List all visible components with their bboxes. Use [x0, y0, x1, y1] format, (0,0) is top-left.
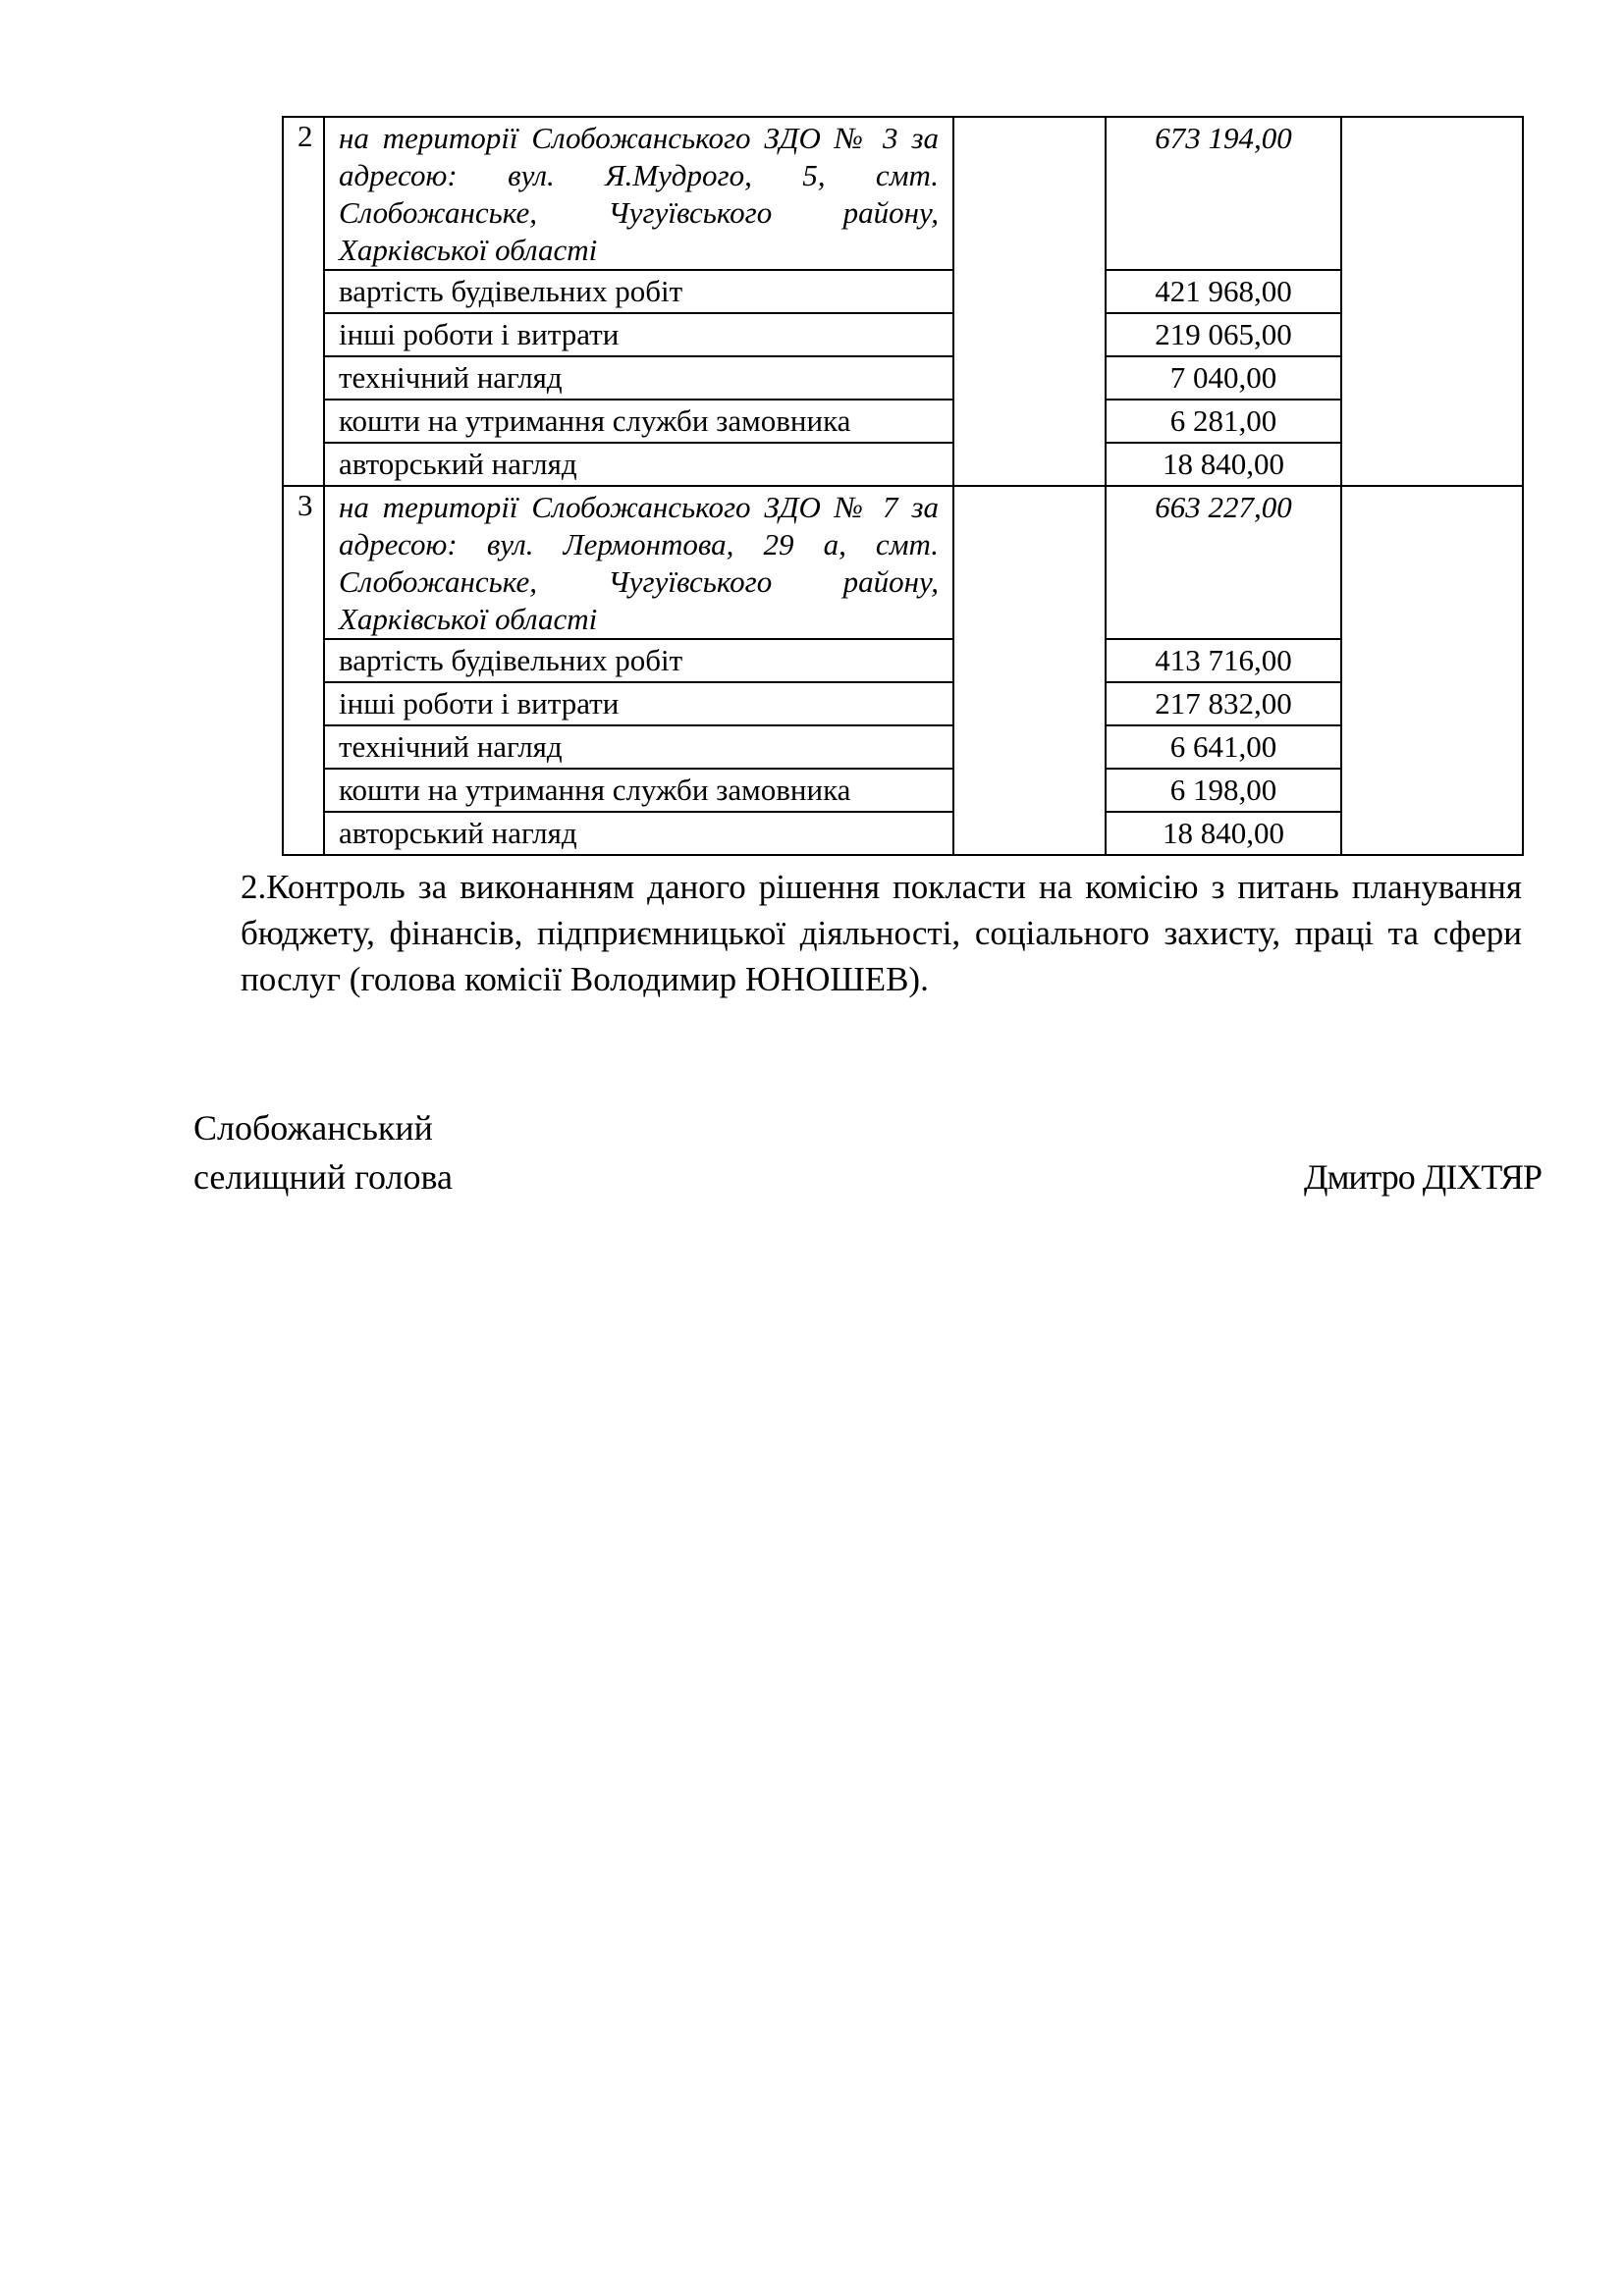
signatory-title	[193, 1103, 453, 1201]
item-value: 6 198,00	[1106, 769, 1341, 812]
item-label: кошти на утримання служби замовника	[324, 769, 953, 812]
control-paragraph: 2.Контроль за виконанням даного рішення покласти на комісію з питань планування бюджету, фінансів, підприємницької діяльності, соціального захисту, праці та сфери послуг (голова комісії Володимир ЮНОШЕВ).	[241, 868, 1522, 998]
table-group-heading	[283, 117, 1523, 270]
signatory-title-line: Слобожанський	[193, 1108, 433, 1148]
table-row	[283, 313, 1523, 356]
item-label: вартість будівельних робіт	[324, 270, 953, 313]
group-number: 2	[283, 117, 324, 486]
table-row	[283, 682, 1523, 725]
item-value: 413 716,00	[1106, 639, 1341, 682]
table-row	[283, 356, 1523, 400]
item-value: 7 040,00	[1106, 356, 1341, 400]
empty-cell	[953, 486, 1106, 855]
signatory-name: Дмитро ДІХТЯР	[1304, 1157, 1542, 1197]
item-label: вартість будівельних робіт	[324, 639, 953, 682]
table-row	[283, 443, 1523, 486]
group-number: 3	[283, 486, 324, 855]
empty-cell	[953, 117, 1106, 486]
table-row	[283, 812, 1523, 855]
empty-cell	[1341, 486, 1523, 855]
item-label: кошти на утримання служби замовника	[324, 400, 953, 443]
item-value: 219 065,00	[1106, 313, 1341, 356]
signatory-title-line: селищний голова	[193, 1157, 454, 1197]
item-value: 18 840,00	[1106, 812, 1341, 855]
table-group-heading	[283, 486, 1523, 639]
item-value: 18 840,00	[1106, 443, 1341, 486]
budget-table	[282, 116, 1524, 856]
group-title: на території Слобожанського ЗДО № 7 за адресою: вул. Лермонтова, 29 а, смт. Слобожанське, Чугуївського району, Харківської області	[324, 486, 953, 639]
group-total: 673 194,00	[1106, 117, 1341, 270]
item-value: 421 968,00	[1106, 270, 1341, 313]
item-value: 6 641,00	[1106, 725, 1341, 769]
item-label: авторський нагляд	[324, 443, 953, 486]
item-label: інші роботи і витрати	[324, 682, 953, 725]
item-label: авторський нагляд	[324, 812, 953, 855]
empty-cell	[1341, 117, 1523, 486]
item-value: 217 832,00	[1106, 682, 1341, 725]
item-label: технічний нагляд	[324, 356, 953, 400]
table-row	[283, 270, 1523, 313]
group-total: 663 227,00	[1106, 486, 1341, 639]
group-title: на території Слобожанського ЗДО № 3 за адресою: вул. Я.Мудрого, 5, смт. Слобожанське, Чугуївського району, Харківської області	[324, 117, 953, 270]
table-row	[283, 639, 1523, 682]
table-row	[283, 769, 1523, 812]
item-label: інші роботи і витрати	[324, 313, 953, 356]
table-row	[283, 725, 1523, 769]
table-row	[283, 400, 1523, 443]
item-label: технічний нагляд	[324, 725, 953, 769]
item-value: 6 281,00	[1106, 400, 1341, 443]
